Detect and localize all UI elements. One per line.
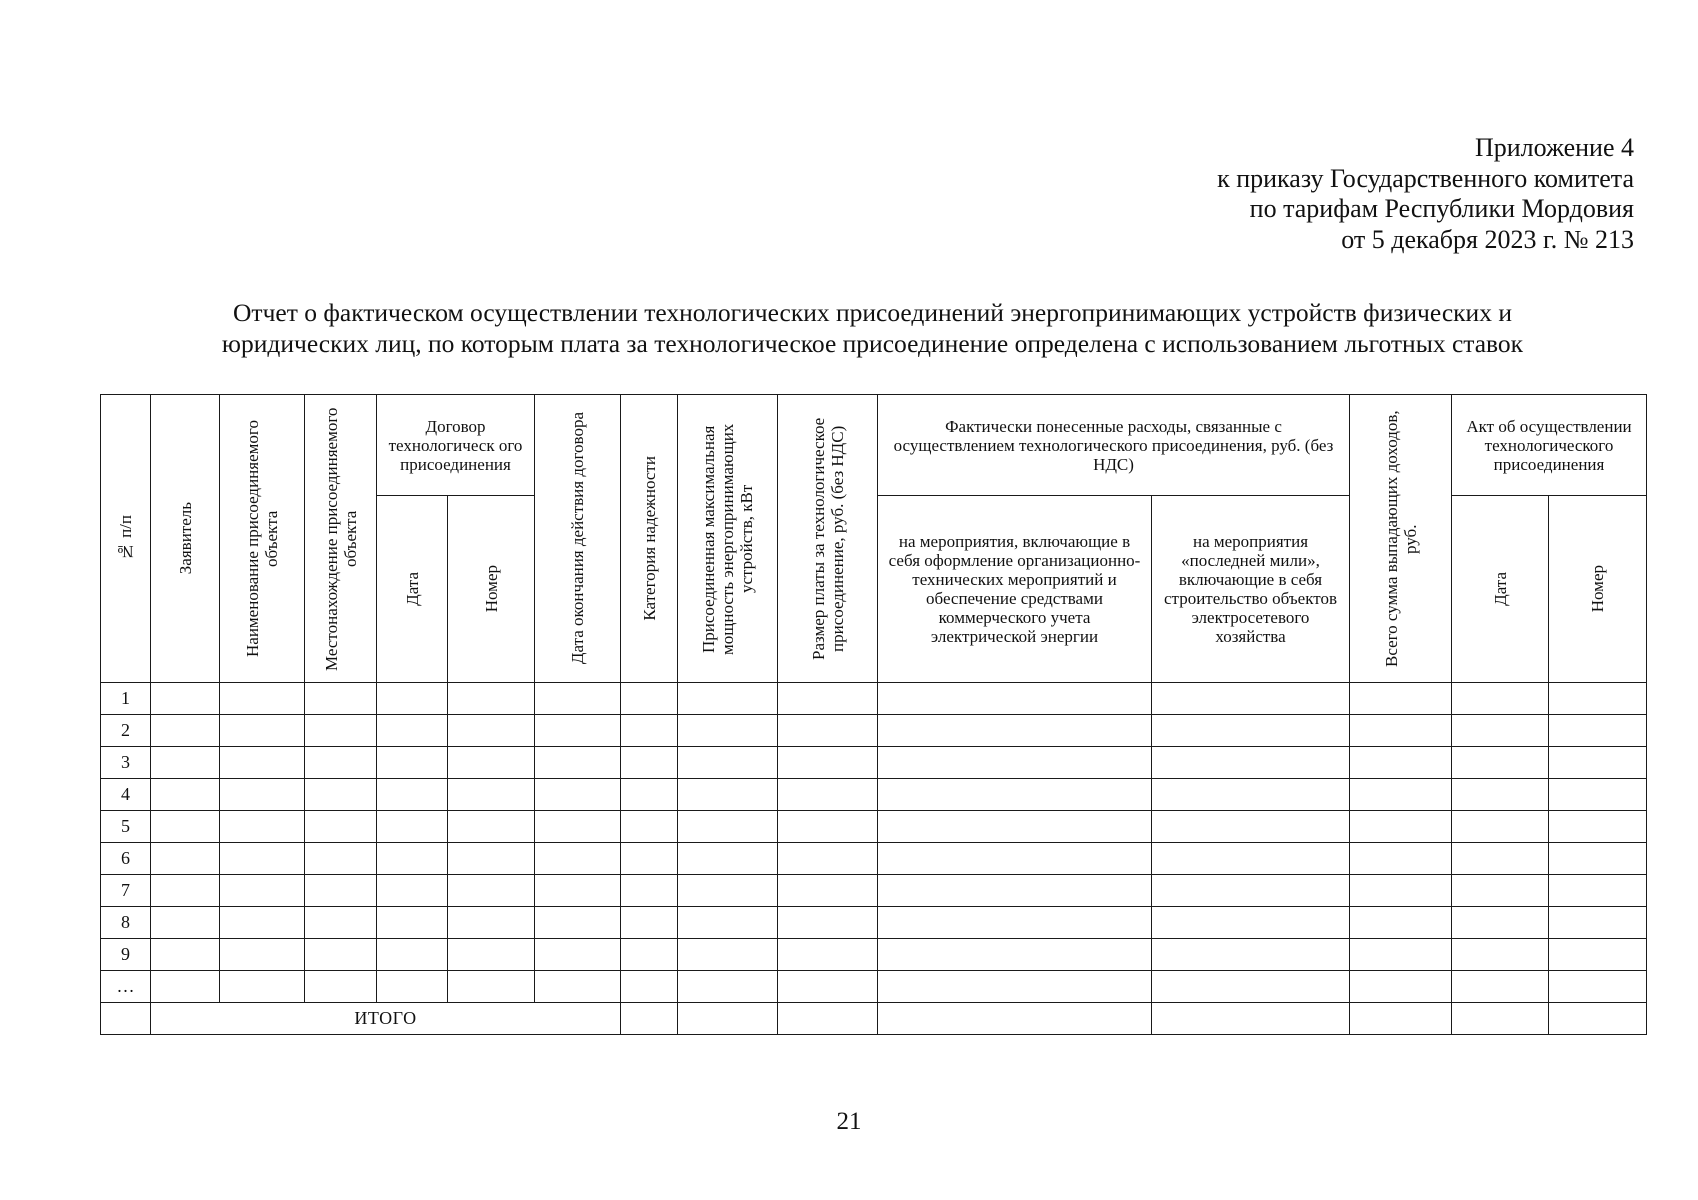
table-row [101, 875, 1647, 907]
table-cell [151, 939, 220, 971]
table-cell [377, 939, 448, 971]
table-cell [448, 811, 535, 843]
table-cell [448, 779, 535, 811]
table-cell [678, 811, 778, 843]
document-title [100, 297, 1645, 359]
table-cell [1452, 875, 1549, 907]
table-cell [1549, 907, 1647, 939]
table-cell [1549, 715, 1647, 747]
header-act-date: Дата [1452, 496, 1549, 683]
table-cell [151, 683, 220, 715]
table-cell [1549, 875, 1647, 907]
total-label: ИТОГО [151, 1003, 621, 1035]
table-cell [678, 779, 778, 811]
table-cell [1152, 779, 1350, 811]
table-cell [778, 907, 878, 939]
table-cell [448, 971, 535, 1003]
table-cell [151, 811, 220, 843]
table-cell [1152, 907, 1350, 939]
table-cell [678, 843, 778, 875]
table-cell [878, 939, 1152, 971]
header-contract-date: Дата [377, 496, 448, 683]
total-cell [778, 1003, 878, 1035]
table-cell [1452, 939, 1549, 971]
header-reliability: Категория надежности [621, 395, 678, 683]
appendix-line-1: Приложение 4 [1474, 133, 1634, 162]
table-cell [1152, 811, 1350, 843]
table-cell [220, 683, 305, 715]
table-row [101, 971, 1647, 1003]
header-contract-number: Номер [448, 496, 535, 683]
table-cell [220, 715, 305, 747]
table-cell [305, 683, 377, 715]
row-number: 9 [101, 939, 151, 971]
table-cell [1350, 715, 1452, 747]
appendix-line-3: по тарифам Республики Мордовия [1249, 194, 1634, 223]
table-cell [305, 811, 377, 843]
table-cell [1152, 683, 1350, 715]
table-cell [621, 907, 678, 939]
table-cell [1452, 971, 1549, 1003]
row-number: 4 [101, 779, 151, 811]
row-number: 6 [101, 843, 151, 875]
table-cell [377, 683, 448, 715]
table-cell [1549, 971, 1647, 1003]
table-cell [1350, 747, 1452, 779]
table-cell [1549, 811, 1647, 843]
row-number: 2 [101, 715, 151, 747]
title-line-2: юридических лиц, по которым плата за технологическое присоединение определена с использованием льготных ставок [221, 329, 1524, 358]
appendix-block [1217, 133, 1634, 255]
table-cell [151, 875, 220, 907]
table-cell [678, 971, 778, 1003]
table-cell [220, 843, 305, 875]
table-cell [377, 779, 448, 811]
table-cell [305, 875, 377, 907]
table-row [101, 779, 1647, 811]
table-cell [448, 747, 535, 779]
table-cell [448, 939, 535, 971]
table-cell [220, 907, 305, 939]
table-cell [1350, 843, 1452, 875]
table-cell [151, 843, 220, 875]
table-cell [535, 779, 621, 811]
table-cell [151, 779, 220, 811]
table-cell [151, 971, 220, 1003]
table-cell [778, 747, 878, 779]
table-cell [621, 811, 678, 843]
header-lost-income: Всего сумма выпадающих доходов, руб. [1350, 395, 1452, 683]
header-applicant: Заявитель [151, 395, 220, 683]
table-cell [377, 715, 448, 747]
table-row [101, 907, 1647, 939]
header-expenses-last-mile: на мероприятия «последней мили», включающие в себя строительство объектов электросетевого хозяйства [1152, 496, 1350, 683]
table-cell [621, 875, 678, 907]
table-cell [621, 939, 678, 971]
table-cell [1452, 907, 1549, 939]
header-object-name: Наименование присоединяемого объекта [220, 395, 305, 683]
table-cell [878, 747, 1152, 779]
table-cell [377, 811, 448, 843]
header-row-1 [101, 395, 1647, 496]
total-cell [621, 1003, 678, 1035]
table-cell [535, 747, 621, 779]
total-cell [1152, 1003, 1350, 1035]
table-cell [305, 971, 377, 1003]
table-row [101, 715, 1647, 747]
table-cell [621, 971, 678, 1003]
table-cell [1350, 811, 1452, 843]
table-row [101, 811, 1647, 843]
table-cell [778, 971, 878, 1003]
table-cell [1152, 875, 1350, 907]
appendix-line-4: от 5 декабря 2023 г. № 213 [1341, 224, 1634, 254]
table-cell [778, 683, 878, 715]
table-cell [1549, 779, 1647, 811]
table-cell [1152, 971, 1350, 1003]
table-cell [535, 683, 621, 715]
table-row [101, 843, 1647, 875]
report-table [100, 394, 1647, 1035]
table-cell [1152, 939, 1350, 971]
table-cell [535, 971, 621, 1003]
table-cell [1452, 811, 1549, 843]
table-cell [1452, 779, 1549, 811]
table-cell [1152, 843, 1350, 875]
table-cell [448, 875, 535, 907]
table-cell [1350, 779, 1452, 811]
row-number: 5 [101, 811, 151, 843]
table-cell [220, 779, 305, 811]
table-cell [1549, 747, 1647, 779]
total-cell [878, 1003, 1152, 1035]
table-cell [878, 971, 1152, 1003]
row-number: … [101, 971, 151, 1003]
table-cell [778, 875, 878, 907]
table-cell [778, 939, 878, 971]
table-cell [621, 715, 678, 747]
table-cell [621, 779, 678, 811]
total-num-cell [101, 1003, 151, 1035]
table-cell [448, 715, 535, 747]
table-cell [878, 907, 1152, 939]
table-cell [678, 747, 778, 779]
total-cell [1452, 1003, 1549, 1035]
table-cell [878, 875, 1152, 907]
header-act-number: Номер [1549, 496, 1647, 683]
table-cell [305, 843, 377, 875]
table-cell [535, 907, 621, 939]
table-cell [878, 683, 1152, 715]
total-cell [1549, 1003, 1647, 1035]
header-contract: Договор технологическ ого присоединения [377, 395, 535, 496]
table-cell [678, 875, 778, 907]
table-cell [1350, 971, 1452, 1003]
header-location: Местонахождение присоединяемого объекта [305, 395, 377, 683]
table-cell [535, 843, 621, 875]
table-cell [1452, 747, 1549, 779]
header-expenses: Фактически понесенные расходы, связанные с осуществлением технологического присоединения, руб. (без НДС) [878, 395, 1350, 496]
table-cell [220, 811, 305, 843]
table-cell [778, 843, 878, 875]
header-max-power: Присоединенная максимальная мощность энергопринимающих устройств, кВт [678, 395, 778, 683]
table-cell [1452, 715, 1549, 747]
table-cell [220, 747, 305, 779]
header-expenses-org: на мероприятия, включающие в себя оформление организационно-технических мероприятий и обеспечение средствами коммерческого учета электрической энергии [878, 496, 1152, 683]
table-cell [878, 779, 1152, 811]
table-cell [377, 875, 448, 907]
header-num: № п/п [101, 395, 151, 683]
table-cell [1452, 683, 1549, 715]
table-cell [305, 779, 377, 811]
table-cell [220, 971, 305, 1003]
table-cell [535, 875, 621, 907]
header-contract-end: Дата окончания действия договора [535, 395, 621, 683]
table-cell [878, 811, 1152, 843]
table-cell [678, 907, 778, 939]
table-cell [377, 971, 448, 1003]
total-cell [678, 1003, 778, 1035]
table-cell [151, 747, 220, 779]
row-number: 8 [101, 907, 151, 939]
table-cell [678, 683, 778, 715]
table-row [101, 683, 1647, 715]
table-cell [151, 907, 220, 939]
table-cell [621, 683, 678, 715]
table-cell [377, 747, 448, 779]
appendix-line-2: к приказу Государственного комитета [1217, 163, 1634, 193]
table-cell [448, 907, 535, 939]
table-cell [1549, 683, 1647, 715]
total-row [101, 1003, 1647, 1035]
table-row [101, 939, 1647, 971]
table-cell [1452, 843, 1549, 875]
table-cell [377, 843, 448, 875]
table-cell [535, 939, 621, 971]
table-cell [1152, 747, 1350, 779]
row-number: 3 [101, 747, 151, 779]
total-cell [1350, 1003, 1452, 1035]
table-cell [1549, 843, 1647, 875]
table-cell [220, 875, 305, 907]
table-cell [448, 683, 535, 715]
table-cell [778, 715, 878, 747]
table-cell [1350, 875, 1452, 907]
header-act: Акт об осуществлении технологического присоединения [1452, 395, 1647, 496]
table-cell [1152, 715, 1350, 747]
table-cell [535, 811, 621, 843]
table-cell [778, 779, 878, 811]
table-cell [678, 939, 778, 971]
row-number: 7 [101, 875, 151, 907]
table-cell [621, 747, 678, 779]
table-cell [535, 715, 621, 747]
table-cell [305, 747, 377, 779]
table-cell [1350, 939, 1452, 971]
header-fee: Размер платы за технологическое присоединение, руб. (без НДС) [778, 395, 878, 683]
table-cell [1549, 939, 1647, 971]
table-cell [305, 939, 377, 971]
table-cell [151, 715, 220, 747]
table-cell [305, 907, 377, 939]
table-cell [220, 939, 305, 971]
table-cell [878, 715, 1152, 747]
table-cell [878, 843, 1152, 875]
table-cell [448, 843, 535, 875]
page-number: 21 [836, 1108, 862, 1135]
table-cell [1350, 907, 1452, 939]
table-row [101, 747, 1647, 779]
row-number: 1 [101, 683, 151, 715]
table-cell [1350, 683, 1452, 715]
table-cell [778, 811, 878, 843]
table-cell [621, 843, 678, 875]
title-line-1: Отчет о фактическом осуществлении технологических присоединений энергопринимающих устройств физических и [233, 298, 1512, 327]
table-cell [678, 715, 778, 747]
table-cell [305, 715, 377, 747]
table-cell [377, 907, 448, 939]
